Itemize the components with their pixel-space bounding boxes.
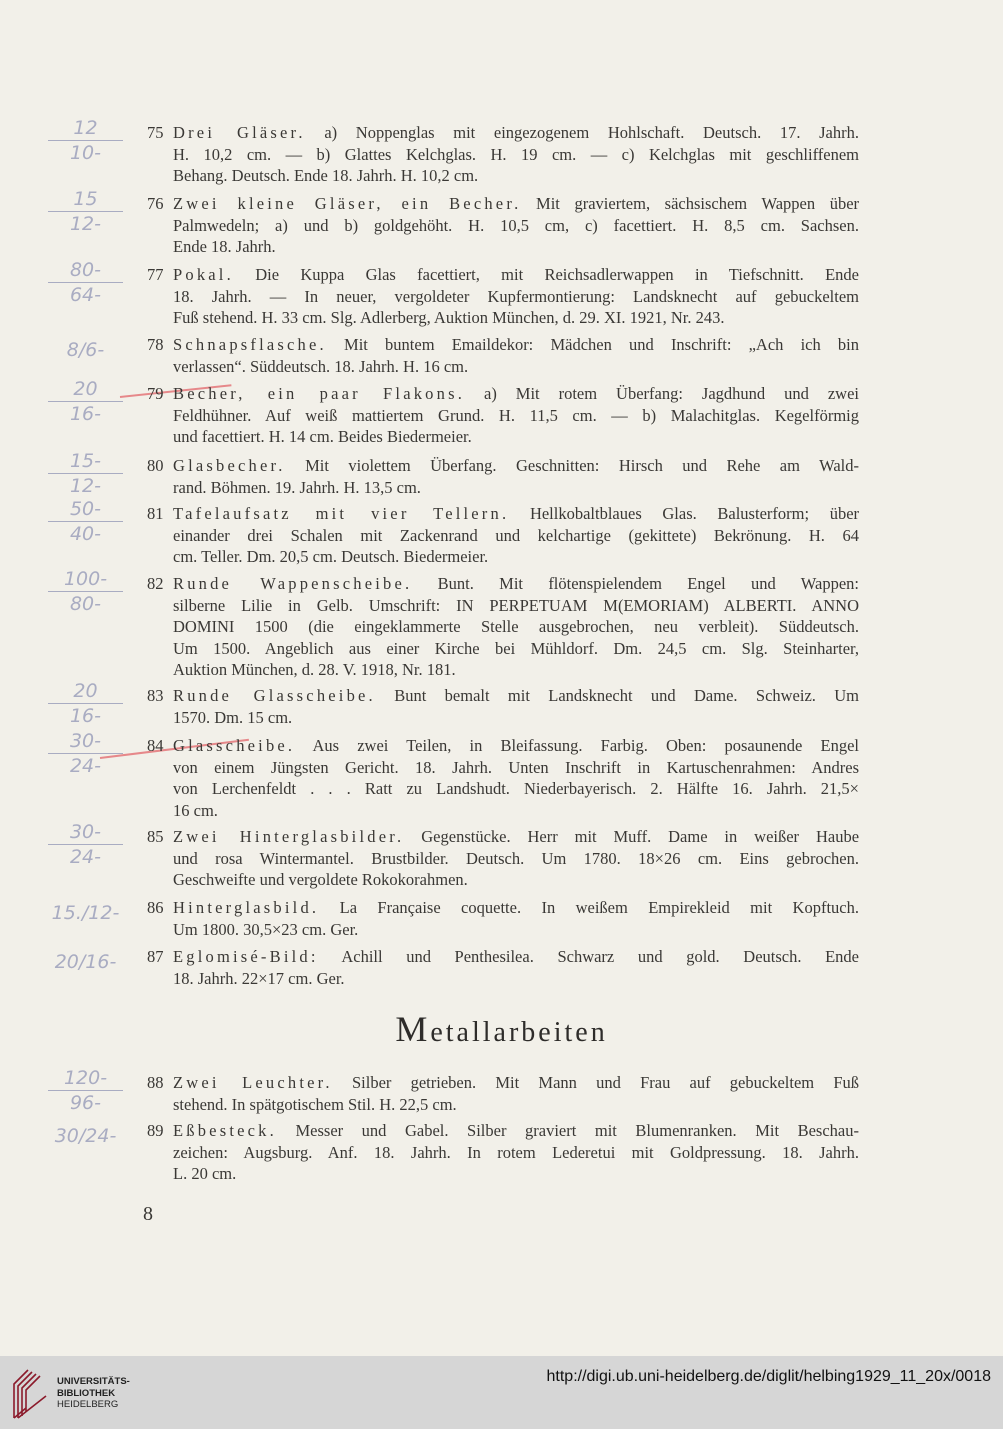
lot-title: Pokal.: [173, 265, 234, 284]
entry-line: [173, 122, 859, 144]
lot-number: 88: [147, 1073, 164, 1092]
entry-line: [173, 1120, 859, 1142]
estimate-note: 30-: [48, 820, 123, 845]
price-note: 20/16-: [54, 951, 117, 973]
catalog-entry: [147, 455, 859, 498]
lot-number: 81: [147, 504, 164, 523]
heading-initial: M: [395, 1009, 431, 1049]
section-heading: [0, 1008, 1003, 1050]
lot-description: Mit buntem Emaildekor: Mädchen und Inschrift: „Ach ich bin: [344, 335, 860, 354]
lot-description: Aus zwei Teilen, in Bleifassung. Farbig. Oben: posaunende Engel: [312, 736, 860, 755]
entry-line: Fuß stehend. H. 33 cm. Slg. Adlerberg, Auktion München, d. 29. XI. 1921, Nr. 243.: [173, 308, 725, 328]
lot-description: Mit graviertem, sächsischem Wappen über: [536, 194, 860, 213]
limit-note: 10-: [69, 142, 102, 164]
lot-number: 89: [147, 1121, 164, 1140]
entry-line: cm. Teller. Dm. 20,5 cm. Deutsch. Biedermeier.: [173, 547, 489, 567]
entry-line: [173, 383, 859, 405]
estimate-note: 20: [48, 377, 123, 402]
estimate-note: 50-: [48, 497, 123, 522]
lot-description: Die Kuppa Glas facettiert, mit Reichsadlerwappen in Tiefschnitt. Ende: [255, 265, 860, 284]
lot-number: 82: [147, 574, 164, 593]
entry-line: stehend. In spätgotischem Stil. H. 22,5 cm.: [173, 1094, 457, 1114]
estimate-note: 20: [48, 679, 123, 704]
limit-note: 24-: [69, 846, 102, 868]
lot-number: 78: [147, 335, 164, 354]
lot-description: Messer und Gabel. Silber graviert mit Blumenranken. Mit Beschau-: [295, 1121, 859, 1140]
entry-line: [173, 946, 859, 968]
lot-title: Schnapsflasche.: [173, 335, 327, 354]
page-number: 8: [143, 1203, 153, 1225]
pencil-price-note: [48, 1124, 123, 1148]
limit-note: 64-: [69, 284, 102, 306]
pencil-price-note: [48, 187, 123, 236]
pencil-price-note: [48, 567, 123, 616]
entry-line: zeichen: Augsburg. Anf. 18. Jahrh. In rotem Lederetui mit Goldpressung. 18. Jahrh.: [173, 1142, 859, 1162]
entry-line: und rosa Wintermantel. Brustbilder. Deutsch. Um 1780. 18×26 cm. Eins gebrochen.: [173, 848, 859, 868]
catalog-entry: [147, 334, 859, 377]
pencil-price-note: [48, 820, 123, 869]
catalog-entry: [147, 685, 859, 728]
catalog-entry: [147, 826, 859, 891]
lot-title: Runde Wappenscheibe.: [173, 574, 413, 593]
lot-description: La Française coquette. In weißem Empirekleid mit Kopftuch.: [339, 898, 860, 917]
entry-line: von einem Jüngsten Gericht. 18. Jahrh. Unten Inschrift in Kartuschenrahmen: Andres: [173, 757, 859, 777]
catalog-entry: [147, 897, 859, 940]
catalog-entry: [147, 193, 859, 258]
entry-line: silberne Lilie in Gelb. Umschrift: IN PERPETUAM M(EMORIAM) ALBERTI. ANNO: [173, 595, 859, 615]
entry-line: DOMINI 1500 (die eingeklammerte Stelle ausgebrochen, neu verbleit). Süddeutsch.: [173, 617, 859, 637]
catalog-entry: [147, 735, 859, 821]
catalog-entry: [147, 383, 859, 448]
entry-line: 16 cm.: [173, 800, 218, 820]
entry-line: 18. Jahrh. 22×17 cm. Ger.: [173, 968, 345, 988]
lot-number: 79: [147, 384, 164, 403]
footer-bar: [0, 1356, 1003, 1429]
pencil-price-note: [48, 679, 123, 728]
logo-line: UNIVERSITÄTS-: [57, 1376, 130, 1387]
lot-description: Bunt bemalt mit Landsknecht und Dame. Schweiz. Um: [394, 686, 860, 705]
pencil-price-note: [48, 338, 123, 362]
limit-note: 16-: [69, 705, 102, 727]
lot-title: Runde Glasscheibe.: [173, 686, 376, 705]
entry-line: [173, 264, 859, 286]
heading-rest: etallarbeiten: [430, 1017, 608, 1048]
pencil-price-note: [48, 950, 123, 974]
lot-title: Eglomisé-Bild:: [173, 947, 319, 966]
lot-number: 76: [147, 194, 164, 213]
lot-number: 84: [147, 736, 164, 755]
lot-title: Glasbecher.: [173, 456, 286, 475]
lot-description: Gegenstücke. Herr mit Muff. Dame in weißer Haube: [421, 827, 860, 846]
lot-number: 85: [147, 827, 164, 846]
lot-title: Hinterglasbild.: [173, 898, 320, 917]
entry-line: einander drei Schalen mit Zackenrand und kelchartige (gekittete) Bekrönung. H. 64: [173, 525, 859, 545]
lot-description: Mit violettem Überfang. Geschnitten: Hirsch und Rehe am Wald-: [305, 456, 860, 475]
entry-line: rand. Böhmen. 19. Jahrh. H. 13,5 cm.: [173, 477, 421, 497]
limit-note: 40-: [69, 523, 102, 545]
lot-number: 86: [147, 898, 164, 917]
lot-description: Silber getrieben. Mit Mann und Frau auf gebuckeltem Fuß: [351, 1073, 860, 1092]
estimate-note: 80-: [48, 258, 123, 283]
lot-title: Zwei kleine Gläser, ein Becher.: [173, 194, 522, 213]
catalog-entry: [147, 122, 859, 187]
entry-line: L. 20 cm.: [173, 1164, 237, 1184]
pencil-price-note: [48, 901, 123, 925]
entry-line: Ende 18. Jahrh.: [173, 237, 276, 257]
entry-line: Feldhühner. Auf weiß mattiertem Grund. H. 11,5 cm. — b) Malachitglas. Kegelförmig: [173, 405, 859, 425]
price-note: 8/6-: [66, 339, 105, 361]
catalog-entry: [147, 1072, 859, 1115]
lot-description: Hellkobaltblaues Glas. Balusterform; über: [529, 504, 860, 523]
limit-note: 96-: [69, 1092, 102, 1114]
pencil-price-note: [48, 116, 123, 165]
entry-line: und facettiert. H. 14 cm. Beides Biedermeier.: [173, 427, 472, 447]
pencil-price-note: [48, 377, 123, 426]
entry-line: [173, 897, 859, 919]
entry-line: von Lerchenfeldt . . . Ratt zu Landshudt. Niederbayerisch. 2. Hälfte 16. Jahrh. 21,5×: [173, 779, 859, 799]
lot-title: Tafelaufsatz mit vier Tellern.: [173, 504, 510, 523]
price-note: 15./12-: [51, 902, 120, 924]
entry-line: H. 10,2 cm. — b) Glattes Kelchglas. H. 19 cm. — c) Kelchglas mit geschliffenem: [173, 144, 859, 164]
pencil-price-note: [48, 497, 123, 546]
lot-title: Glasscheibe.: [173, 736, 296, 755]
entry-line: [173, 193, 859, 215]
catalog-entry: [147, 503, 859, 568]
entry-line: Um 1800. 30,5×23 cm. Ger.: [173, 919, 359, 939]
lot-number: 87: [147, 947, 164, 966]
entry-line: Behang. Deutsch. Ende 18. Jahrh. H. 10,2 cm.: [173, 166, 479, 186]
entry-line: Geschweifte und vergoldete Rokokorahmen.: [173, 870, 468, 890]
entry-line: [173, 573, 859, 595]
catalog-entry: [147, 264, 859, 329]
lot-number: 77: [147, 265, 164, 284]
limit-note: 24-: [69, 755, 102, 777]
lot-description: a) Mit rotem Überfang: Jagdhund und zwei: [484, 384, 859, 403]
entry-line: verlassen“. Süddeutsch. 18. Jahrh. H. 16 cm.: [173, 356, 469, 376]
lot-title: Becher, ein paar Flakons.: [173, 384, 466, 403]
entry-line: Um 1500. Angeblich aus einer Kirche bei Mühldorf. Dm. 24,5 cm. Slg. Steinharter,: [173, 638, 859, 658]
lot-title: Zwei Leuchter.: [173, 1073, 333, 1092]
entry-line: [173, 826, 859, 848]
entry-line: [173, 503, 859, 525]
estimate-note: 12: [48, 116, 123, 141]
university-library-logo-icon: [12, 1366, 50, 1420]
entry-line: [173, 1072, 859, 1094]
pencil-price-note: [48, 1066, 123, 1115]
entry-line: [173, 455, 859, 477]
limit-note: 80-: [69, 593, 102, 615]
lot-description: Bunt. Mit flötenspielendem Engel und Wappen:: [437, 574, 860, 593]
entry-line: [173, 685, 859, 707]
estimate-note: 100-: [48, 567, 123, 592]
entry-line: Auktion München, d. 28. V. 1918, Nr. 181.: [173, 660, 456, 680]
lot-number: 75: [147, 123, 164, 142]
estimate-note: 30-: [48, 729, 123, 754]
entry-line: 1570. Dm. 15 cm.: [173, 707, 293, 727]
estimate-note: 15: [48, 187, 123, 212]
pencil-price-note: [48, 258, 123, 307]
entry-line: [173, 735, 859, 757]
library-name: [57, 1376, 130, 1411]
lot-title: Eßbesteck.: [173, 1121, 277, 1140]
lot-description: Achill und Penthesilea. Schwarz und gold. Deutsch. Ende: [341, 947, 859, 966]
lot-number: 83: [147, 686, 164, 705]
estimate-note: 15-: [48, 449, 123, 474]
catalog-entry: [147, 1120, 859, 1185]
limit-note: 16-: [69, 403, 102, 425]
catalog-entry: [147, 946, 859, 989]
lot-title: Drei Gläser.: [173, 123, 306, 142]
limit-note: 12-: [69, 213, 102, 235]
lot-title: Zwei Hinterglasbilder.: [173, 827, 405, 846]
limit-note: 12-: [69, 475, 102, 497]
catalog-entry: [147, 573, 859, 681]
logo-line: HEIDELBERG: [57, 1399, 119, 1410]
estimate-note: 120-: [48, 1066, 123, 1091]
source-url[interactable]: http://digi.ub.uni-heidelberg.de/diglit/helbing1929_11_20x/0018: [546, 1368, 991, 1385]
pencil-price-note: [48, 449, 123, 498]
lot-description: a) Noppenglas mit eingezogenem Hohlschaft. Deutsch. 17. Jahrh.: [324, 123, 859, 142]
entry-line: 18. Jahrh. — In neuer, vergoldeter Kupfermontierung: Landsknecht auf gebuckeltem: [173, 286, 859, 306]
logo-line: BIBLIOTHEK: [57, 1387, 116, 1399]
lot-number: 80: [147, 456, 164, 475]
entry-line: Palmwedeln; a) und b) goldgehöht. H. 10,5 cm, c) facettiert. H. 8,5 cm. Sachsen.: [173, 215, 859, 235]
pencil-price-note: [48, 729, 123, 778]
entry-line: [173, 334, 859, 356]
price-note: 30/24-: [54, 1125, 117, 1147]
